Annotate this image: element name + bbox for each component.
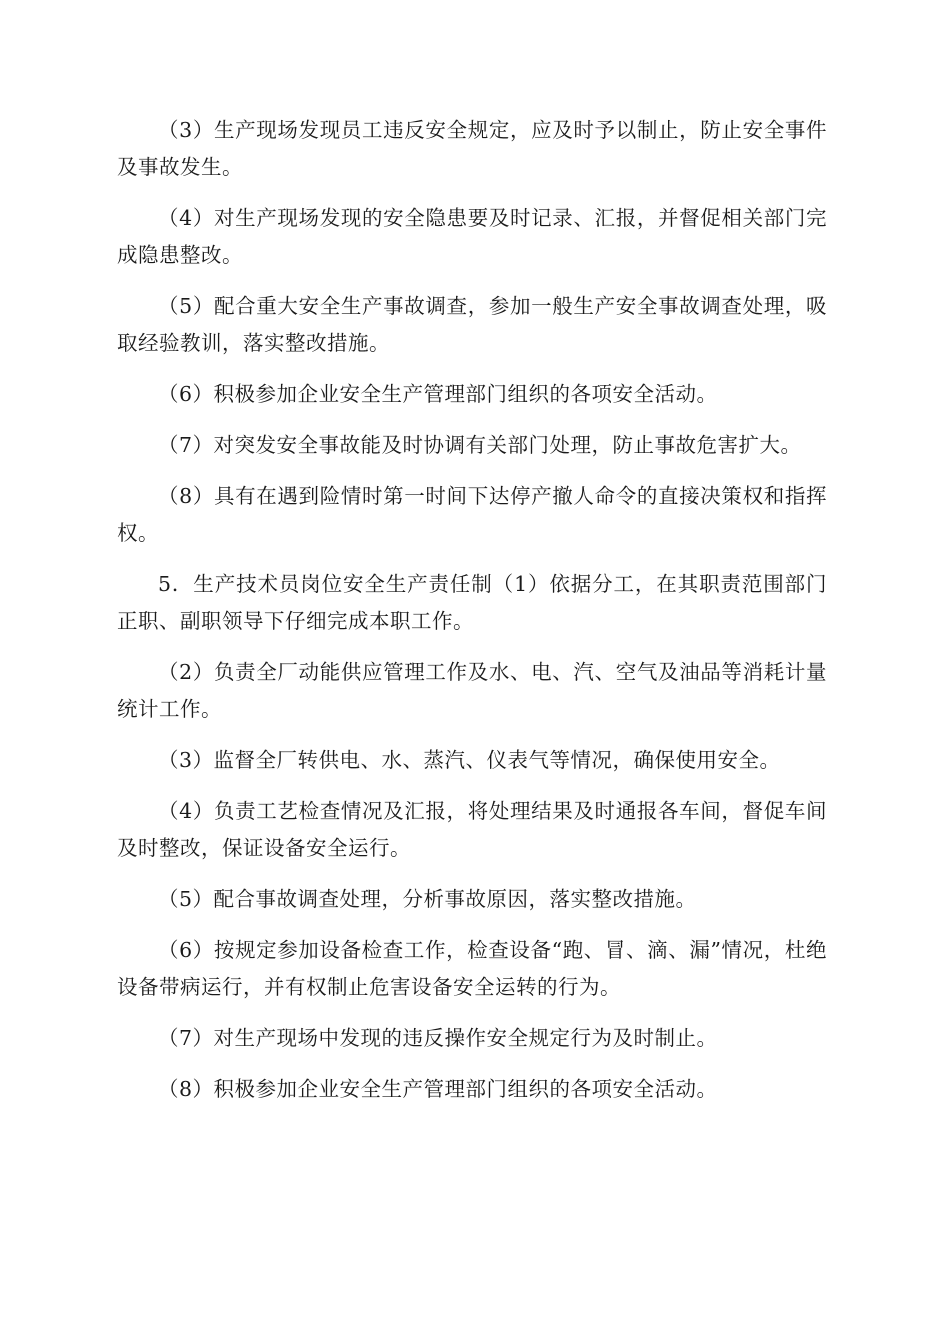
paragraph: （3）监督全厂转供电、水、蒸汽、仪表气等情况，确保使用安全。: [158, 748, 781, 772]
paragraph: （5）配合事故调查处理，分析事故原因，落实整改措施。: [158, 887, 697, 911]
paragraph: （4）对生产现场发现的安全隐患要及时记录、汇报，并督促相关部门完成隐患整改。: [117, 206, 827, 267]
paragraph: （7）对突发安全事故能及时协调有关部门处理，防止事故危害扩大。: [158, 433, 802, 457]
document-body: [117, 112, 827, 1122]
paragraph: （6）积极参加企业安全生产管理部门组织的各项安全活动。: [158, 382, 718, 406]
paragraph: （8）积极参加企业安全生产管理部门组织的各项安全活动。: [158, 1077, 718, 1101]
paragraph: （5）配合重大安全生产事故调查，参加一般生产安全事故调查处理，吸取经验教训，落实整改措施。: [117, 294, 827, 355]
paragraph: （7）对生产现场中发现的违反操作安全规定行为及时制止。: [158, 1026, 718, 1050]
section-heading-paragraph: 5．生产技术员岗位安全生产责任制（1）依据分工，在其职责范围部门正职、副职领导下仔细完成本职工作。: [117, 572, 827, 633]
paragraph: （6）按规定参加设备检查工作，检查设备“跑、冒、滴、漏”情况，杜绝设备带病运行，并有权制止危害设备安全运转的行为。: [117, 938, 827, 999]
paragraph: （2）负责全厂动能供应管理工作及水、电、汽、空气及油品等消耗计量统计工作。: [117, 660, 827, 721]
paragraph: （8）具有在遇到险情时第一时间下达停产撤人命令的直接决策权和指挥权。: [117, 484, 827, 545]
paragraph: （4）负责工艺检查情况及汇报，将处理结果及时通报各车间，督促车间及时整改，保证设备安全运行。: [117, 799, 827, 860]
paragraph: （3）生产现场发现员工违反安全规定，应及时予以制止，防止安全事件及事故发生。: [117, 118, 827, 179]
